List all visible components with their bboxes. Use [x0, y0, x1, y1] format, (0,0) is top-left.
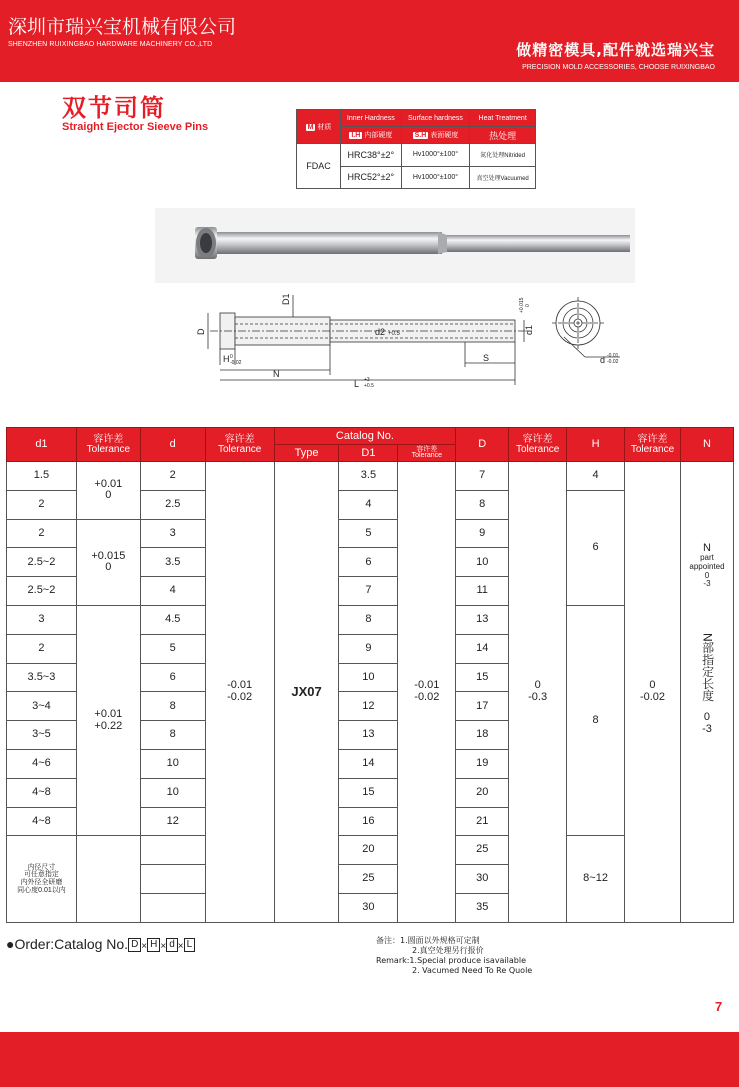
cell-D1: 13: [339, 721, 398, 750]
dim-D-label: D: [196, 328, 206, 335]
dim-d1-tol-up: +0.015: [519, 297, 525, 313]
cell-H: 8~12: [567, 836, 625, 922]
cell-D1: 14: [339, 749, 398, 778]
cell-d1: 3.5~3: [7, 663, 77, 692]
order-sep-2: ×: [160, 941, 167, 952]
material-name: FDAC: [297, 144, 341, 189]
remark-line-3: Remark:1.Special produce isavailable: [376, 956, 527, 965]
cell-D1: 30: [339, 893, 398, 922]
material-header-label: 材质: [317, 123, 332, 131]
cell-D1: 10: [339, 663, 398, 692]
dim-d2-tol: +0.5: [388, 331, 400, 337]
col-H-tol: [625, 428, 681, 462]
material-table: [296, 109, 536, 189]
dim-d1-tol-lo: 0: [525, 304, 531, 307]
col-d-tol-cn: 容许差: [224, 433, 255, 445]
heat-treatment-1: 氮化处理Nitrided: [470, 144, 536, 167]
cell-d1: 2: [7, 490, 77, 519]
cell-H: 8: [567, 605, 625, 835]
cell-D: 11: [456, 577, 509, 606]
sleeve-pin-photo: [155, 208, 635, 283]
remark-block: [376, 936, 532, 976]
table-row: [7, 836, 734, 865]
cell-D1: 6: [339, 548, 398, 577]
cell-d1: 4~8: [7, 778, 77, 807]
cell-D: 30: [456, 865, 509, 894]
remark-line-1: 备注：1.圆面以外规格可定制: [376, 936, 480, 945]
cell-d1: 3~4: [7, 692, 77, 721]
cell-D: 20: [456, 778, 509, 807]
sh-label: 表面硬度: [430, 132, 459, 139]
col-D: D: [456, 428, 509, 462]
cell-D: 10: [456, 548, 509, 577]
dim-d-tol-up: -0.01: [607, 353, 619, 359]
cell-D: 7: [456, 462, 509, 491]
remark-line-2: 2.真空处理另行报价: [412, 946, 484, 955]
heat-treatment-2: 真空处理Vacuumed: [470, 166, 536, 189]
company-name-en: SHENZHEN RUIXINGBAO HARDWARE MACHINERY CO.,LTD: [8, 41, 213, 48]
cell-D-tol: 0 -0.3: [509, 462, 567, 923]
spec-table: [6, 427, 734, 923]
footer-banner: [0, 1032, 739, 1087]
col-d-tol-en: Tolerance: [217, 443, 262, 455]
n-cn-label: N部指定长度: [700, 633, 715, 702]
inner-hardness-en: Inner Hardness: [341, 110, 402, 127]
surface-hardness-cn: [401, 127, 470, 144]
col-H-tol-cn: 容许差: [637, 433, 668, 445]
cell-d1: 4~8: [7, 807, 77, 836]
slogan-en: PRECISION MOLD ACCESSORIES, CHOOSE RUIXINGBAO: [522, 64, 715, 71]
cell-d: 6: [140, 663, 205, 692]
cell-d: 4.5: [140, 605, 205, 634]
cell-d1-tol: +0.015 0: [76, 519, 140, 605]
n-en-note: part appointed: [689, 553, 725, 571]
col-d1-tol-en: Tolerance: [86, 443, 131, 455]
order-format: [6, 936, 195, 952]
cell-d: 10: [140, 749, 205, 778]
n-en-tol: 0 -3: [703, 570, 711, 589]
dim-H-tol-up: 0: [230, 354, 233, 360]
cell-d1: 3: [7, 605, 77, 634]
ih-label: 内部硬度: [364, 132, 393, 139]
cell-D1: 12: [339, 692, 398, 721]
table-row: [7, 605, 734, 634]
col-H: H: [567, 428, 625, 462]
m-badge: M: [307, 123, 314, 131]
cell-N: [680, 462, 733, 923]
col-D-tol: [509, 428, 567, 462]
cell-D1: 16: [339, 807, 398, 836]
cell-D1: 15: [339, 778, 398, 807]
dim-L-tol-lo: +0.5: [364, 383, 374, 389]
order-sep-3: ×: [177, 941, 184, 952]
material-header: [297, 110, 341, 144]
order-box-H: H: [147, 938, 160, 952]
dim-d2-label: d2: [375, 327, 386, 337]
sh-badge: S.H: [414, 132, 427, 139]
col-catalog: Catalog No.: [274, 428, 456, 445]
cell-d: 4: [140, 577, 205, 606]
inner-hardness-1: HRC38°±2°: [341, 144, 402, 167]
order-sep-1: ×: [141, 941, 148, 952]
surface-hardness-1: Hv1000°±100°: [401, 144, 470, 167]
cell-d: 5: [140, 634, 205, 663]
col-d1-tol-cn: 容许差: [93, 433, 124, 445]
cell-D1: 5: [339, 519, 398, 548]
cell-d: 3.5: [140, 548, 205, 577]
cell-d1: 1.5: [7, 462, 77, 491]
dim-H-tol-lo: -0.02: [230, 360, 242, 366]
cell-d1-tol: +0.01 0: [76, 462, 140, 520]
col-d1-tol: [76, 428, 140, 462]
cell-d1: 4~6: [7, 749, 77, 778]
cell-D1: 3.5: [339, 462, 398, 491]
ih-badge: I.H: [351, 132, 361, 139]
dim-L-tol-up: +3: [364, 377, 370, 383]
col-d: d: [140, 428, 205, 462]
cell-d1: 2: [7, 634, 77, 663]
inner-hardness-cn: [341, 127, 402, 144]
col-type: Type: [274, 445, 339, 462]
cell-D: 9: [456, 519, 509, 548]
col-D-tol-en: Tolerance: [515, 443, 560, 455]
company-name-cn: 深圳市瑞兴宝机械有限公司: [8, 16, 237, 38]
n-en-label: N: [703, 542, 711, 554]
col-d-tol: [205, 428, 274, 462]
cell-d: 10: [140, 778, 205, 807]
surface-hardness-en: Surface hardness: [401, 110, 470, 127]
cell-H: 6: [567, 490, 625, 605]
cell-d1: 2: [7, 519, 77, 548]
heat-treatment-cn: 热处理: [470, 127, 536, 144]
dim-S-label: S: [483, 353, 490, 363]
cell-D1: 9: [339, 634, 398, 663]
col-H-tol-en: Tolerance: [630, 443, 675, 455]
cell-d: [140, 836, 205, 865]
cell-d1-tol: +0.01 +0.22: [76, 605, 140, 835]
cell-D: 8: [456, 490, 509, 519]
cell-d1: 2.5~2: [7, 548, 77, 577]
surface-hardness-2: Hv1000°±100°: [401, 166, 470, 189]
cell-D1: 7: [339, 577, 398, 606]
dim-L-label: L: [354, 379, 360, 389]
col-D1-tol-cn: 容许差: [416, 445, 438, 453]
dim-d-tol-lo: -0.02: [607, 359, 619, 365]
col-D1-tol-en: Tolerance: [411, 452, 442, 459]
cell-D: 13: [456, 605, 509, 634]
col-d1: d1: [7, 428, 77, 462]
col-D-tol-cn: 容许差: [522, 433, 553, 445]
cell-d: 8: [140, 721, 205, 750]
col-D1: D1: [339, 445, 398, 462]
inner-hardness-2: HRC52°±2°: [341, 166, 402, 189]
cell-d1: 2.5~2: [7, 577, 77, 606]
cell-d1-tol-empty: [76, 836, 140, 922]
cell-D: 15: [456, 663, 509, 692]
cell-H-tol: 0 -0.02: [625, 462, 681, 923]
heat-treatment-en: Heat Treatment: [470, 110, 536, 127]
order-box-L: L: [184, 938, 196, 952]
cell-D1-tol: -0.01 -0.02: [398, 462, 456, 923]
cell-D1: 4: [339, 490, 398, 519]
cell-d1-note: 内径尺寸 可任意指定 内外径全研磨 同心度0.01以内: [7, 836, 77, 922]
product-title-cn: 双节司筒: [62, 94, 166, 122]
dim-d1-label: d1: [524, 324, 534, 335]
technical-drawing: [190, 285, 630, 395]
cell-d-tol: -0.01 -0.02: [205, 462, 274, 923]
header-banner: [0, 0, 739, 82]
n-cn-tol: 0 -3: [702, 711, 712, 736]
col-D1-tol: [398, 445, 456, 462]
cell-d: 2.5: [140, 490, 205, 519]
cell-D1: 8: [339, 605, 398, 634]
cell-d1: 3~5: [7, 721, 77, 750]
n-cn-wrap: [681, 633, 733, 705]
cell-H: 4: [567, 462, 625, 491]
page-number: 7: [715, 999, 723, 1014]
cell-d: [140, 893, 205, 922]
cell-D: 19: [456, 749, 509, 778]
cell-D1: 20: [339, 836, 398, 865]
remark-line-4: 2. Vacumed Need To Re Quole: [412, 966, 533, 975]
slogan-cn: 做精密模具,配件就选瑞兴宝: [516, 41, 715, 59]
col-N: N: [680, 428, 733, 462]
cell-D: 25: [456, 836, 509, 865]
cell-D: 17: [456, 692, 509, 721]
dim-H-label: H: [223, 354, 230, 364]
cell-d: 3: [140, 519, 205, 548]
order-label: ●Order:Catalog No.: [6, 936, 129, 952]
dim-D1-label: D1: [281, 293, 291, 305]
cell-D: 35: [456, 893, 509, 922]
cell-type: JX07: [274, 462, 339, 923]
dim-d-label: d: [600, 355, 606, 365]
cell-d: 12: [140, 807, 205, 836]
dim-N-label: N: [273, 369, 280, 379]
cell-D: 18: [456, 721, 509, 750]
cell-D: 14: [456, 634, 509, 663]
order-box-D: D: [128, 938, 141, 952]
cell-d: 8: [140, 692, 205, 721]
order-box-d: d: [166, 938, 178, 952]
cell-d: [140, 865, 205, 894]
product-title-en: Straight Ejector Sieeve Pins: [62, 121, 209, 133]
cell-D: 21: [456, 807, 509, 836]
table-row: [7, 462, 734, 491]
cell-D1: 25: [339, 865, 398, 894]
cell-d: 2: [140, 462, 205, 491]
